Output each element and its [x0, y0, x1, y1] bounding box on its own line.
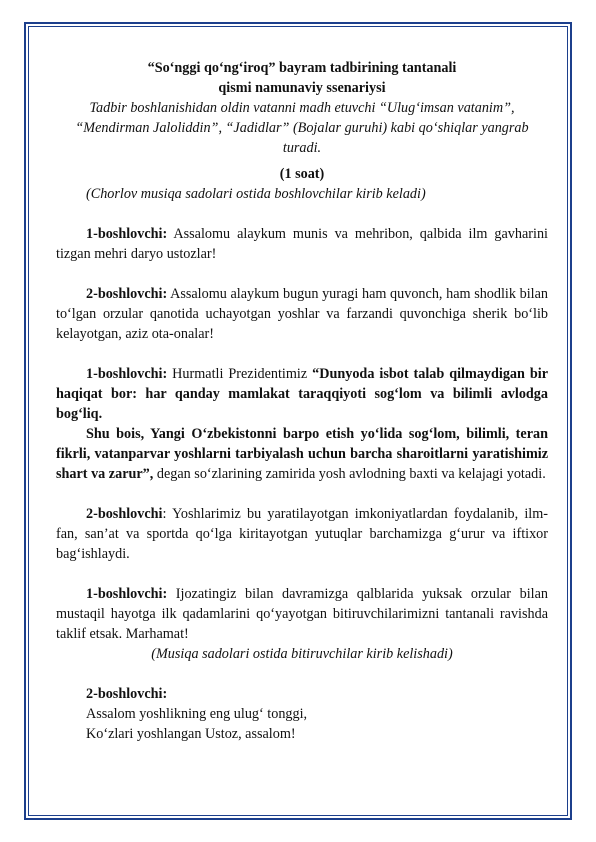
- poem-line-2: Ko‘zlari yoshlangan Ustoz, assalom!: [86, 726, 296, 742]
- document-title-line2: qismi namunaviy ssenariysi: [218, 80, 386, 96]
- paragraph-text: degan so‘zlarining zamirida yosh avlodning baxti va kelajagi yotadi.: [153, 466, 546, 482]
- speaker-label: 2-boshlovchi:: [86, 286, 168, 302]
- document-title-line1: “So‘nggi qo‘ng‘iroq” bayram tadbirining tantanali: [147, 60, 457, 76]
- paragraph-text: Assalomu alaykum munis va mehribon, qalbida ilm gavharini tizgan mehri daryo ustozlar!: [56, 226, 548, 262]
- paragraph-text: Hurmatli Prezidentimiz: [167, 366, 313, 382]
- speaker-label: 1-boshlovchi:: [86, 586, 168, 602]
- poem-line-1: Assalom yoshlikning eng ulug‘ tonggi,: [86, 706, 308, 722]
- paragraph-6: [56, 584, 548, 644]
- speaker-label: 2-boshlovchi:: [86, 686, 168, 702]
- paragraph-7-speaker: [56, 684, 548, 704]
- stage-direction-1: (Chorlov musiqa sadolari ostida boshlovchilar kirib keladi): [86, 186, 426, 202]
- paragraph-4: [56, 424, 548, 484]
- president-quote-continued: Shu bois, Yangi O‘zbekistonni barpo etish yo‘lida sog‘lom, bilimli, teran fikrli, vatanparvar yoshlarni tarbiyalash uchun barcha sharoitlarni yaratishimiz shart va zarur”,: [56, 426, 548, 482]
- stage-direction-2: (Musiqa sadolari ostida bitiruvchilar kirib kelishadi): [151, 646, 453, 662]
- paragraph-5: [56, 504, 548, 564]
- president-quote: “Dunyoda isbot talab qilmaydigan bir haqiqat bor: har qanday mamlakat taraqqiyoti sog‘lom va bilimli avlodga bog‘liq.: [56, 366, 549, 422]
- intro-note: Tadbir boshlanishidan oldin vatanni madh etuvchi “Ulug‘imsan vatanim”, “Mendirman Jaloliddin”, “Jadidlar” (Bojalar guruhi) kabi qo‘shiqlar yangrab turadi.: [75, 100, 529, 156]
- paragraph-3: [56, 364, 548, 424]
- paragraph-2: [56, 284, 548, 344]
- document-body: [56, 58, 548, 744]
- paragraph-text: Ijozatingiz bilan davramizga qalblarida yuksak orzular bilan mustaqil hayotga ilk qadamlarini qo‘yayotgan bitiruvchilarimizni tantanali ravishda taklif etsak. Marhamat!: [56, 586, 548, 642]
- paragraph-text: Assalomu alaykum bugun yuragi ham quvonch, ham shodlik bilan to‘lgan orzular qanotida uchayotgan yoshlar va farzandi quvonchiga sherik bo‘lib kelayotgan, aziz ota-onalar!: [56, 286, 548, 342]
- speaker-label: 2-boshlovchi: [86, 506, 163, 522]
- paragraph-text: : Yoshlarimiz bu yaratilayotgan imkoniyatlardan foydalanib, ilm-fan, san’at va sportda qo‘lga kiritayotgan yutuqlar barchamizga g‘urur va iftixor bag‘ishlaydi.: [56, 506, 548, 562]
- speaker-label: 1-boshlovchi:: [86, 226, 168, 242]
- speaker-label: 1-boshlovchi:: [86, 366, 168, 382]
- paragraph-1: [56, 224, 548, 264]
- duration-label: (1 soat): [279, 166, 325, 182]
